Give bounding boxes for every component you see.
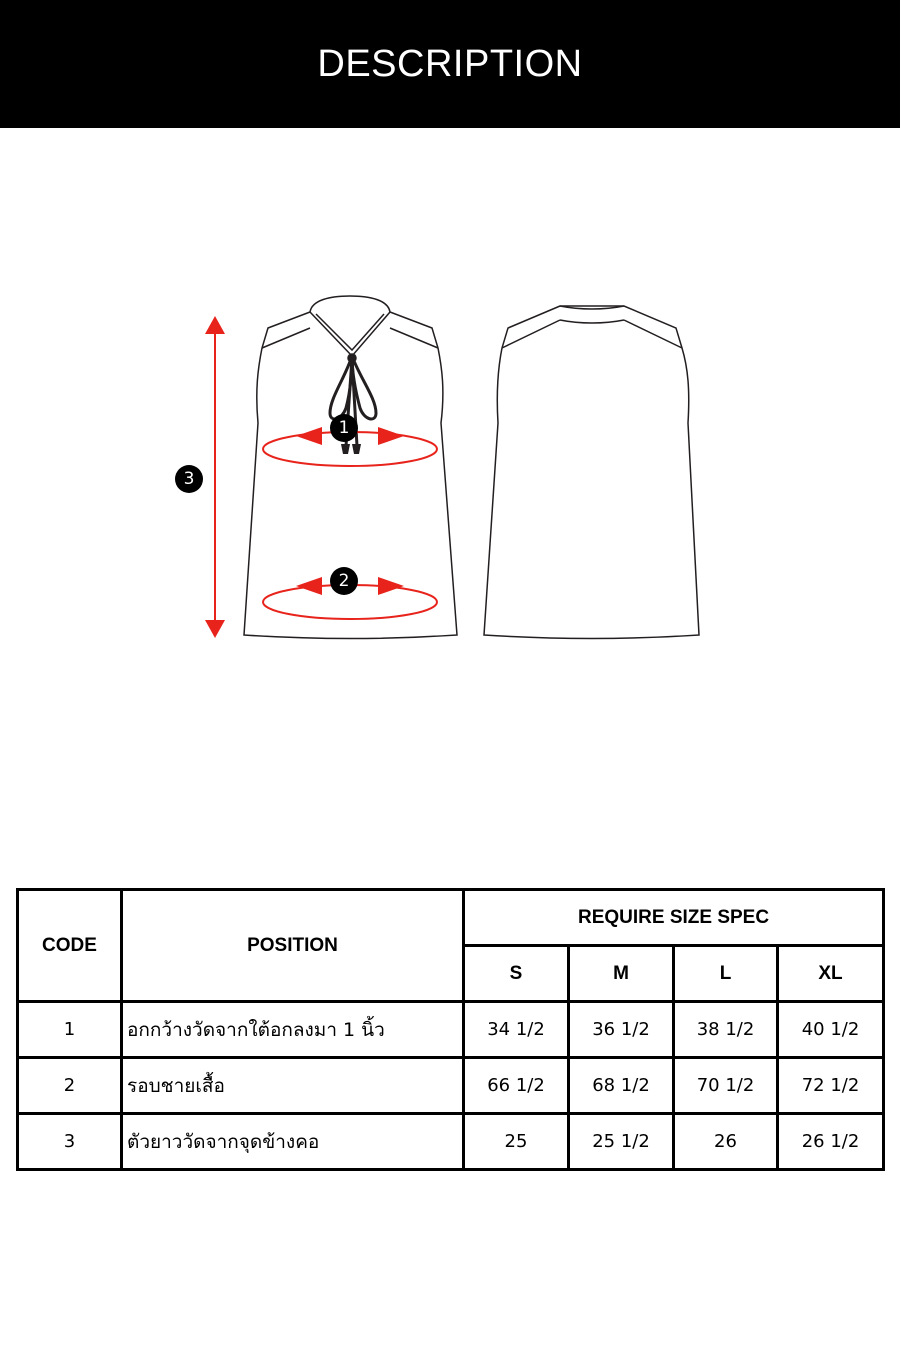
row-value-m: 25 1/2 — [569, 1114, 674, 1170]
marker-3-label: 3 — [183, 469, 195, 489]
row-value-l: 38 1/2 — [674, 1002, 778, 1058]
row-code: 2 — [18, 1058, 122, 1114]
table-row — [18, 1114, 884, 1170]
table-header-row — [18, 890, 884, 946]
row-code: 3 — [18, 1114, 122, 1170]
measure-length — [175, 316, 225, 638]
front-collar — [310, 296, 390, 356]
measure-chest — [263, 414, 437, 466]
garment-illustration — [0, 128, 900, 768]
position-header: POSITION — [122, 890, 464, 1002]
marker-1-label: 1 — [338, 418, 350, 438]
table-row — [18, 1002, 884, 1058]
garment-diagram — [0, 128, 900, 768]
front-tie-knot — [348, 354, 356, 362]
spec-header: REQUIRE SIZE SPEC — [464, 890, 884, 946]
page-title: DESCRIPTION — [317, 42, 583, 85]
row-position: รอบชายเสื้อ — [122, 1058, 464, 1114]
row-value-l: 70 1/2 — [674, 1058, 778, 1114]
size-spec-table — [16, 888, 885, 1171]
row-value-xl: 26 1/2 — [778, 1114, 884, 1170]
size-header-m: M — [569, 946, 674, 1002]
row-value-xl: 40 1/2 — [778, 1002, 884, 1058]
row-value-m: 36 1/2 — [569, 1002, 674, 1058]
size-header-xl: XL — [778, 946, 884, 1002]
row-value-s: 66 1/2 — [464, 1058, 569, 1114]
size-header-s: S — [464, 946, 569, 1002]
back-view — [484, 306, 699, 639]
row-value-s: 34 1/2 — [464, 1002, 569, 1058]
row-position: อกกว้างวัดจากใต้อกลงมา 1 นิ้ว — [122, 1002, 464, 1058]
row-value-s: 25 — [464, 1114, 569, 1170]
measure-hem — [263, 567, 437, 619]
row-value-l: 26 — [674, 1114, 778, 1170]
back-shoulder-seam — [502, 306, 682, 348]
row-code: 1 — [18, 1002, 122, 1058]
front-shoulder-seam — [262, 328, 438, 348]
size-header-l: L — [674, 946, 778, 1002]
code-header: CODE — [18, 890, 122, 1002]
back-body-outline — [484, 306, 699, 639]
marker-2-label: 2 — [338, 571, 350, 591]
page-header — [0, 0, 900, 128]
row-position: ตัวยาววัดจากจุดข้างคอ — [122, 1114, 464, 1170]
row-value-m: 68 1/2 — [569, 1058, 674, 1114]
row-value-xl: 72 1/2 — [778, 1058, 884, 1114]
table-row — [18, 1058, 884, 1114]
